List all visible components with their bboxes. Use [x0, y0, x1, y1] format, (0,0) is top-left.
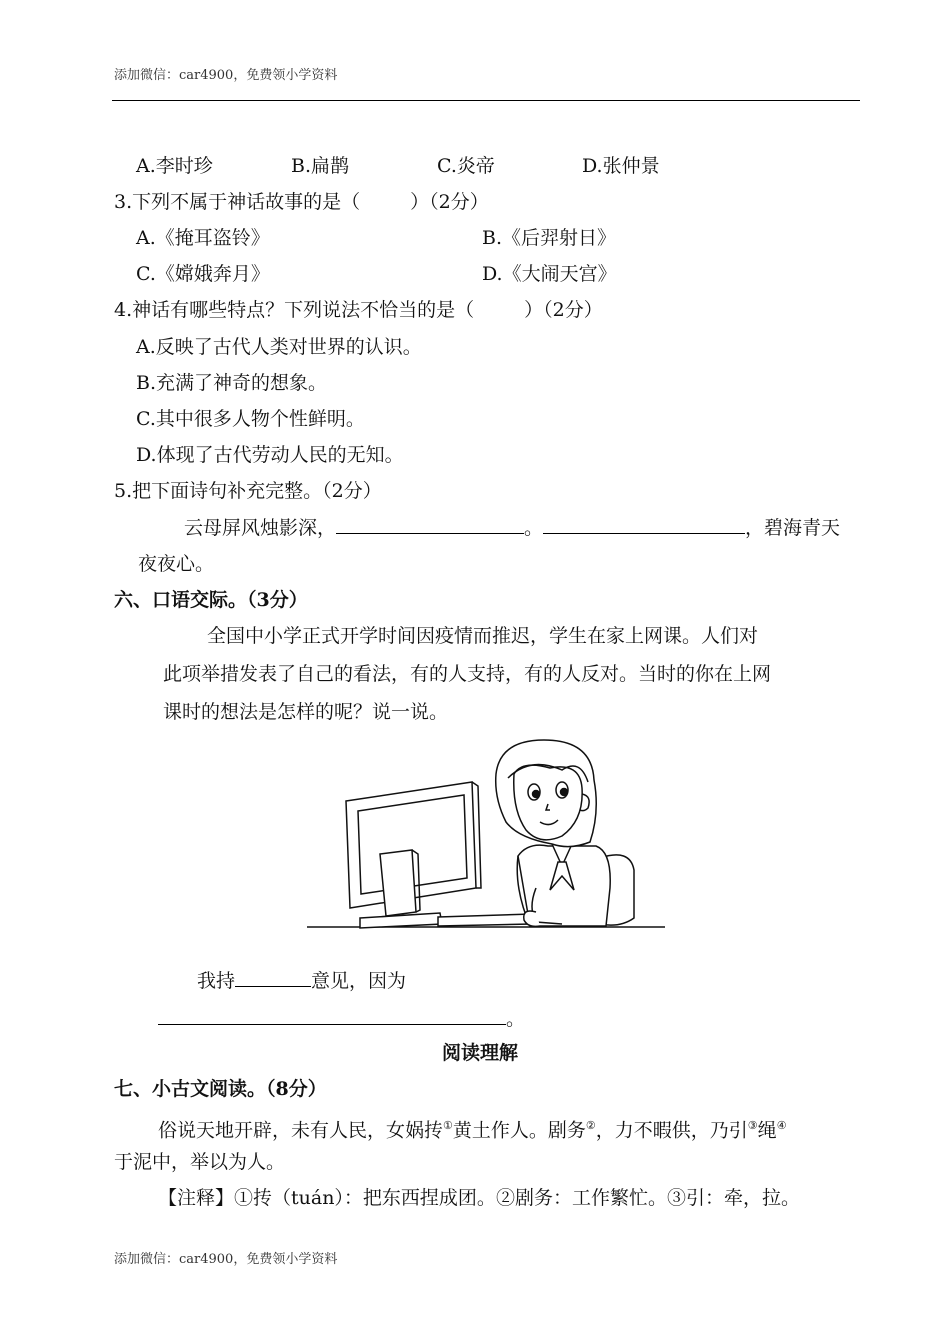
q4-stem: 4.神话有哪些特点？下列说法不恰当的是（ ）（2分） [114, 299, 603, 321]
section6-title: 六、口语交际。（3分） [114, 589, 308, 611]
q5-stem: 5.把下面诗句补充完整。（2分） [114, 480, 382, 502]
q3-option-a: A.《掩耳盗铃》 [136, 227, 270, 249]
q3-option-c: C.《嫦娥奔月》 [136, 263, 270, 285]
opinion-blank[interactable] [235, 968, 311, 987]
q4-option-c: C.其中很多人物个性鲜明。 [136, 408, 365, 430]
q3-stem: 3.下列不属于神话故事的是（ ）（2分） [114, 191, 489, 213]
girl-figure [496, 740, 611, 926]
section6-answer-line2: 。 [158, 1006, 525, 1031]
keyboard-icon [438, 914, 532, 926]
section7-text-line2: 于泥中，举以为人。 [114, 1151, 286, 1173]
q2-option-c: C.炎帝 [437, 155, 495, 177]
header-note: 添加微信：car4900，免费领小学资料 [114, 68, 338, 83]
footer-note: 添加微信：car4900，免费领小学资料 [114, 1252, 338, 1267]
q2-option-d: D.张仲景 [582, 155, 660, 177]
q5-poem-line2: 夜夜心。 [138, 553, 215, 575]
q2-option-b: B.扁鹊 [291, 155, 350, 177]
q4-option-a: A.反映了古代人类对世界的认识。 [136, 336, 422, 358]
girl-computer-illustration [300, 738, 670, 934]
header-rule [112, 100, 860, 101]
q3-option-d: D.《大闹天宫》 [482, 263, 617, 285]
reason-blank[interactable] [158, 1006, 506, 1025]
section6-para-line2: 此项举措发表了自己的看法，有的人支持，有的人反对。当时的你在上网 [163, 663, 772, 685]
section6-para-line1: 全国中小学正式开学时间因疫情而推迟，学生在家上网课。人们对 [207, 625, 759, 647]
reading-heading: 阅读理解 [442, 1042, 519, 1064]
section7-title: 七、小古文阅读。（8分） [114, 1078, 327, 1100]
q4-option-d: D.体现了古代劳动人民的无知。 [136, 444, 404, 466]
section6-para-line3: 课时的想法是怎样的呢？说一说。 [163, 701, 449, 723]
section7-annotation: 【注释】①抟（tuán）：把东西捏成团。②剧务：工作繁忙。③引：牵，拉。 [158, 1187, 800, 1209]
q4-option-b: B.充满了神奇的想象。 [136, 372, 328, 394]
monitor-icon [346, 782, 481, 928]
q2-option-a: A.李时珍 [136, 155, 213, 177]
q5-blank-1[interactable] [336, 515, 524, 534]
q5-blank-2[interactable] [543, 515, 745, 534]
q3-option-b: B.《后羿射日》 [482, 227, 617, 249]
q5-poem-line1: 云母屏风烛影深， 。 ，碧海青天 [184, 517, 841, 539]
section7-text-line1: 俗说天地开辟，未有人民，女娲抟①黄土作人。剧务②，力不暇供，乃引③绳④ [158, 1119, 787, 1142]
section6-answer-line1: 我持 意见，因为 [197, 970, 407, 992]
